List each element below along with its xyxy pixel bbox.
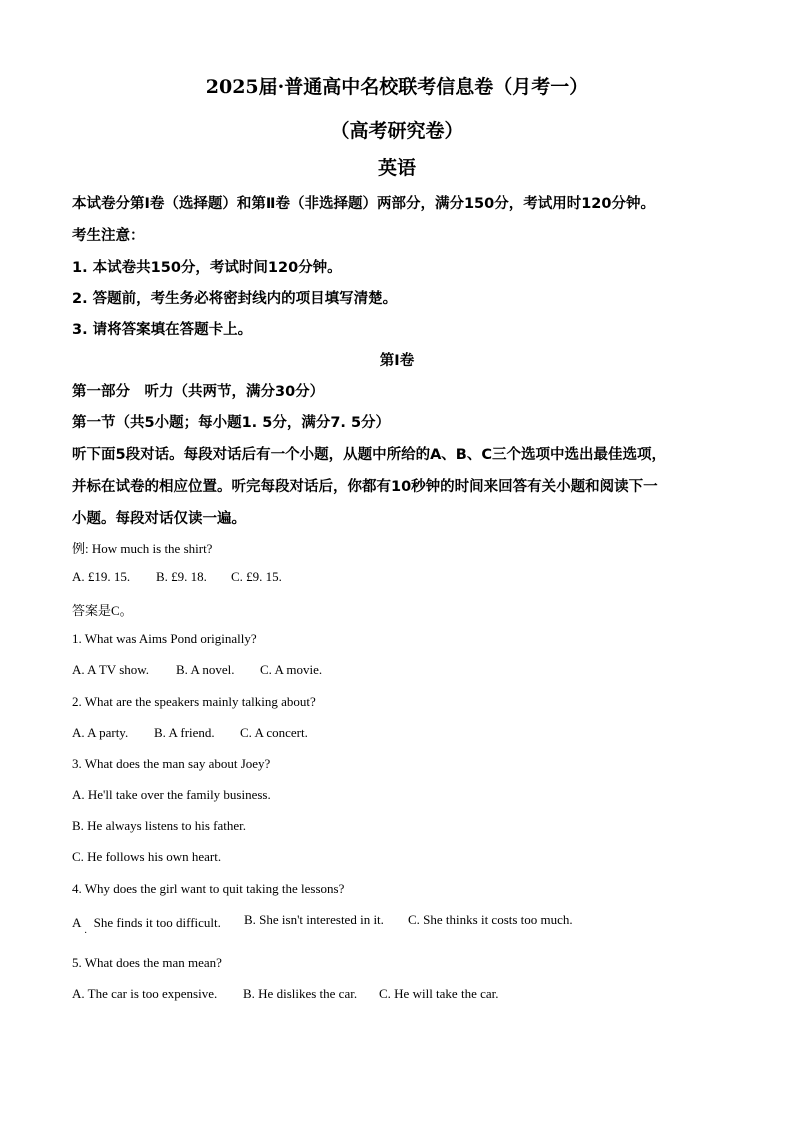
notice-title: 考生注意：: [72, 228, 145, 244]
part-heading: 第一部分 听力（共两节，满分30分）: [72, 384, 325, 400]
option: A. £19. 15.: [72, 569, 131, 584]
exam-description: 本试卷分第Ⅰ卷（选择题）和第Ⅱ卷（非选择题）两部分，满分150分，考试用时120分钟。: [72, 196, 655, 212]
stray-dot: ·: [84, 928, 88, 939]
option: C. A concert.: [240, 725, 308, 740]
option: A. The car is too expensive.: [72, 986, 218, 1001]
instruction-line: 并标在试卷的相应位置。听完每段对话后，你都有10秒钟的时间来回答有关小题和阅读下一: [72, 479, 658, 495]
option: B. A friend.: [154, 725, 215, 740]
option: B. She isn't interested in it.: [244, 912, 384, 927]
option: C. A movie.: [260, 662, 323, 677]
option: A. A TV show.: [72, 662, 150, 677]
option: C. She thinks it costs too much.: [408, 912, 573, 927]
option: B. He always listens to his father.: [72, 818, 247, 833]
instruction-line: 听下面5段对话。每段对话后有一个小题，从题中所给的A、B、C三个选项中选出最佳选项，: [72, 447, 667, 463]
question-text: 5. What does the man mean?: [72, 955, 222, 970]
volume-heading: 第Ⅰ卷: [379, 353, 415, 369]
exam-subtitle: （高考研究卷）: [330, 120, 464, 142]
question-text: 3. What does the man say about Joey?: [72, 756, 271, 771]
example-answer: 答案是C。: [72, 603, 133, 618]
option: B. £9. 18.: [156, 569, 207, 584]
notice-item: 3. 请将答案填在答题卡上。: [72, 322, 253, 338]
option: B. He dislikes the car.: [243, 986, 358, 1001]
instruction-line: 小题。每段对话仅读一遍。: [72, 511, 246, 527]
option: A. He'll take over the family business.: [72, 787, 271, 802]
option: B. A novel.: [176, 662, 235, 677]
example-question: 例: How much is the shirt?: [72, 541, 213, 556]
question-text: 1. What was Aims Pond originally?: [72, 631, 257, 646]
exam-title: 2025届·普通高中名校联考信息卷（月考一）: [205, 76, 589, 98]
question-text: 4. Why does the girl want to quit taking the lessons?: [72, 881, 345, 896]
question-text: 2. What are the speakers mainly talking about?: [72, 694, 316, 709]
notice-item: 2. 答题前，考生务必将密封线内的项目填写清楚。: [72, 291, 398, 307]
notice-item: 1. 本试卷共150分，考试时间120分钟。: [72, 260, 342, 276]
option: C. He follows his own heart.: [72, 849, 222, 864]
option: A. A party.: [72, 725, 129, 740]
option: C. £9. 15.: [231, 569, 282, 584]
section-heading: 第一节（共5小题；每小题1. 5分，满分7. 5分）: [72, 415, 391, 431]
subject-title: 英语: [377, 157, 416, 179]
option: C. He will take the car.: [379, 986, 499, 1001]
option: A She finds it too difficult.: [72, 915, 221, 930]
